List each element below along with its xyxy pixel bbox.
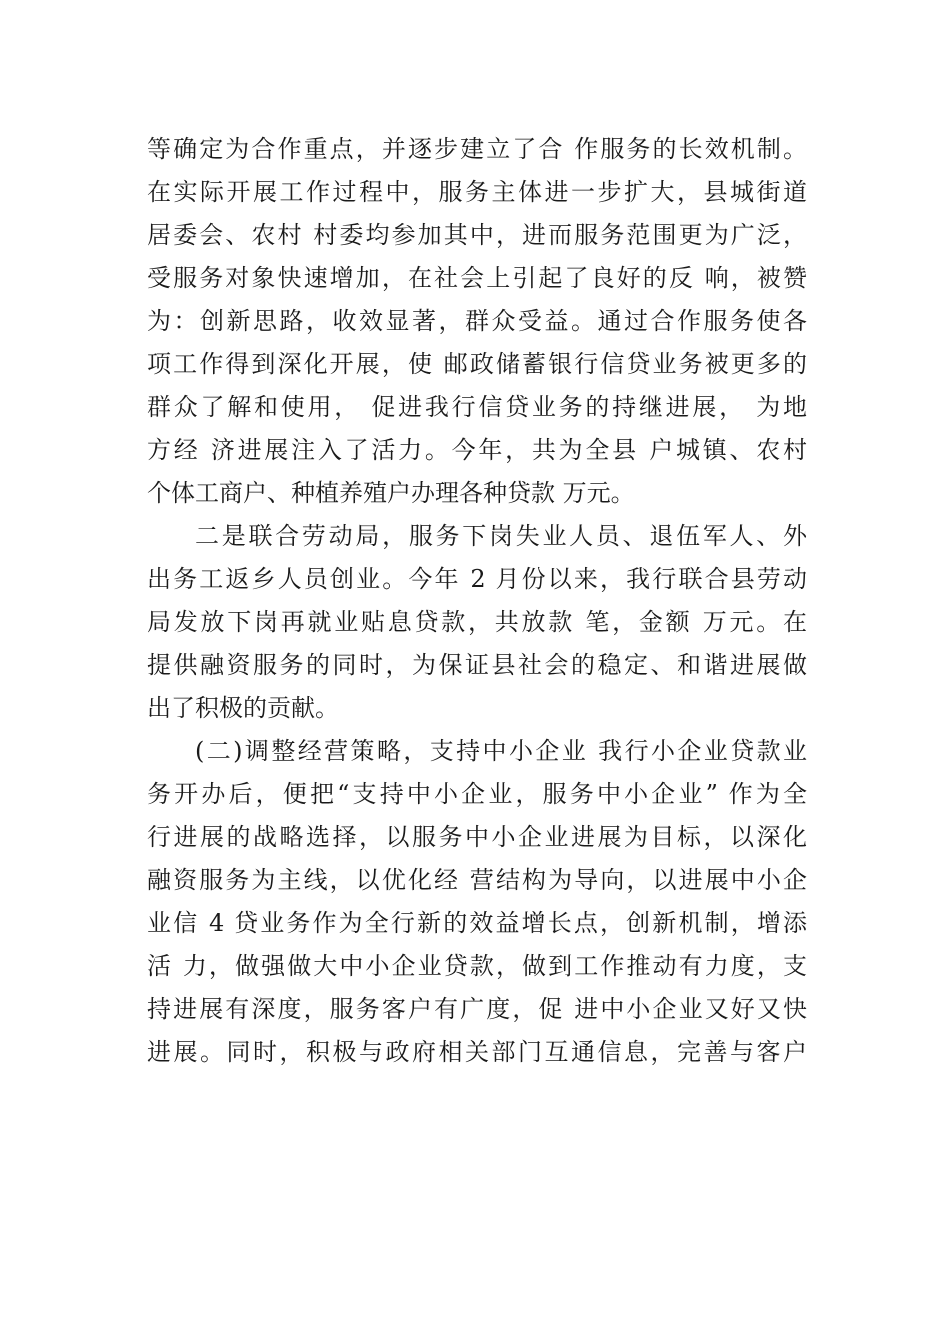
- text-line: 提供融资服务的同时，为保证县社会的稳定、和谐进展做: [147, 651, 807, 679]
- text-line: 二是联合劳动局，服务下岗失业人员、退伍军人、外: [195, 522, 807, 550]
- text-line: 方经 济进展注入了活力。今年，共为全县 户城镇、农村: [147, 436, 807, 464]
- body-text: [147, 128, 807, 1074]
- text-line: 出了积极的贡献。: [147, 694, 339, 722]
- text-line: (二)调整经营策略，支持中小企业 我行小企业贷款业: [195, 737, 807, 765]
- text-line: 项工作得到深化开展，使 邮政储蓄银行信贷业务被更多的: [147, 350, 807, 378]
- text-line: 为：创新思路，收效显著，群众受益。通过合作服务使各: [147, 307, 807, 335]
- text-line: 个体工商户、种植养殖户办理各种贷款 万元。: [147, 479, 635, 507]
- text-line: 在实际开展工作过程中，服务主体进一步扩大，县城街道: [147, 178, 807, 206]
- text-line: 局发放下岗再就业贴息贷款，共放款 笔，金额 万元。在: [147, 608, 807, 636]
- text-line: 务开办后，便把“支持中小企业，服务中小企业” 作为全: [147, 780, 807, 808]
- text-line: 出务工返乡人员创业。今年 2 月份以来，我行联合县劳动: [147, 565, 807, 593]
- text-line: 等确定为合作重点，并逐步建立了合 作服务的长效机制。: [147, 135, 807, 163]
- text-line: 活 力，做强做大中小企业贷款，做到工作推动有力度，支: [147, 952, 807, 980]
- text-line: 群众了解和使用， 促进我行信贷业务的持继进展， 为地: [147, 393, 807, 421]
- text-line: 居委会、农村 村委均参加其中，进而服务范围更为广泛，: [147, 221, 807, 249]
- text-line: 行进展的战略选择，以服务中小企业进展为目标，以深化: [147, 823, 807, 851]
- text-line: 持进展有深度，服务客户有广度，促 进中小企业又好又快: [147, 995, 807, 1023]
- text-line: 融资服务为主线，以优化经 营结构为导向，以进展中小企: [147, 866, 807, 894]
- text-line: 业信 4 贷业务作为全行新的效益增长点，创新机制，增添: [147, 909, 807, 937]
- text-line: 受服务对象快速增加，在社会上引起了良好的反 响，被赞: [147, 264, 807, 292]
- text-line: 进展。同时，积极与政府相关部门互通信息，完善与客户: [147, 1038, 807, 1066]
